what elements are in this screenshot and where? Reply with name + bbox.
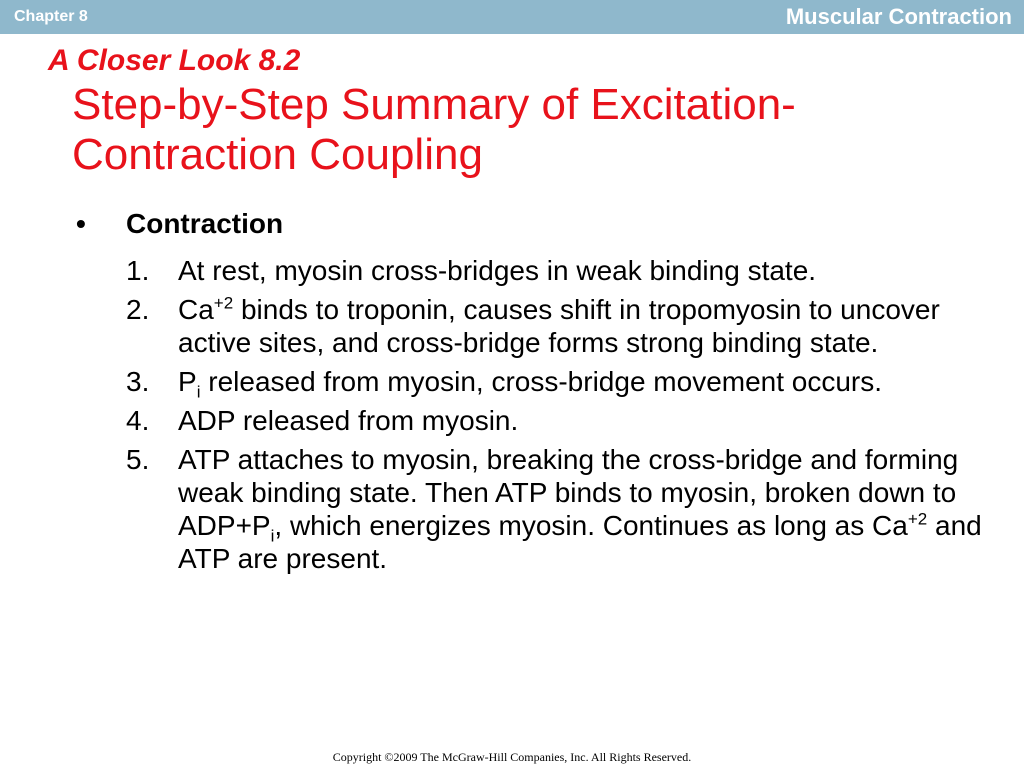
step-text: ATP attaches to myosin, breaking the cross-bridge and forming weak binding state. Then ATP binds to myosin, broken down to $ADP+P_i$, which energizes myosin. Continues as long as $Ca^{+2}$ and ATP are present. — [178, 444, 982, 574]
step-number: 1. — [126, 255, 150, 286]
section-title: Muscular Contraction — [785, 4, 1012, 29]
step-number: 2. — [126, 294, 150, 325]
slide-title: Step-by-Step Summary of Excitation-Contraction Coupling — [72, 80, 796, 179]
step-number: 5. — [126, 444, 150, 475]
bullet-icon: • — [76, 208, 86, 239]
copyright-notice: Copyright ©2009 The McGraw-Hill Companies, Inc. All Rights Reserved. — [332, 750, 692, 764]
step-item — [126, 254, 986, 287]
closer-look-label: A Closer Look 8.2 — [48, 44, 301, 77]
superscript: +2 — [213, 293, 234, 313]
header-bar — [0, 0, 1024, 34]
subscript: i — [270, 526, 275, 546]
step-list — [126, 254, 986, 581]
step-number: 3. — [126, 366, 150, 397]
superscript: +2 — [907, 509, 928, 529]
step-text: At rest, myosin cross-bridges in weak binding state. — [178, 255, 817, 286]
step-text: $Ca^{+2}$ binds to troponin, causes shift in tropomyosin to uncover active sites, and cross-bridge forms strong binding state. — [178, 293, 940, 358]
step-number: 4. — [126, 405, 150, 436]
subscript: i — [196, 382, 201, 402]
bullet-heading: Contraction — [126, 208, 284, 239]
step-text: $P_i$ released from myosin, cross-bridge movement occurs. — [178, 366, 883, 402]
step-item — [126, 293, 986, 359]
step-text: ADP released from myosin. — [178, 405, 519, 436]
step-item — [126, 404, 986, 437]
chapter-label: Chapter 8 — [14, 8, 88, 25]
step-item — [126, 365, 986, 402]
step-item — [126, 443, 986, 575]
